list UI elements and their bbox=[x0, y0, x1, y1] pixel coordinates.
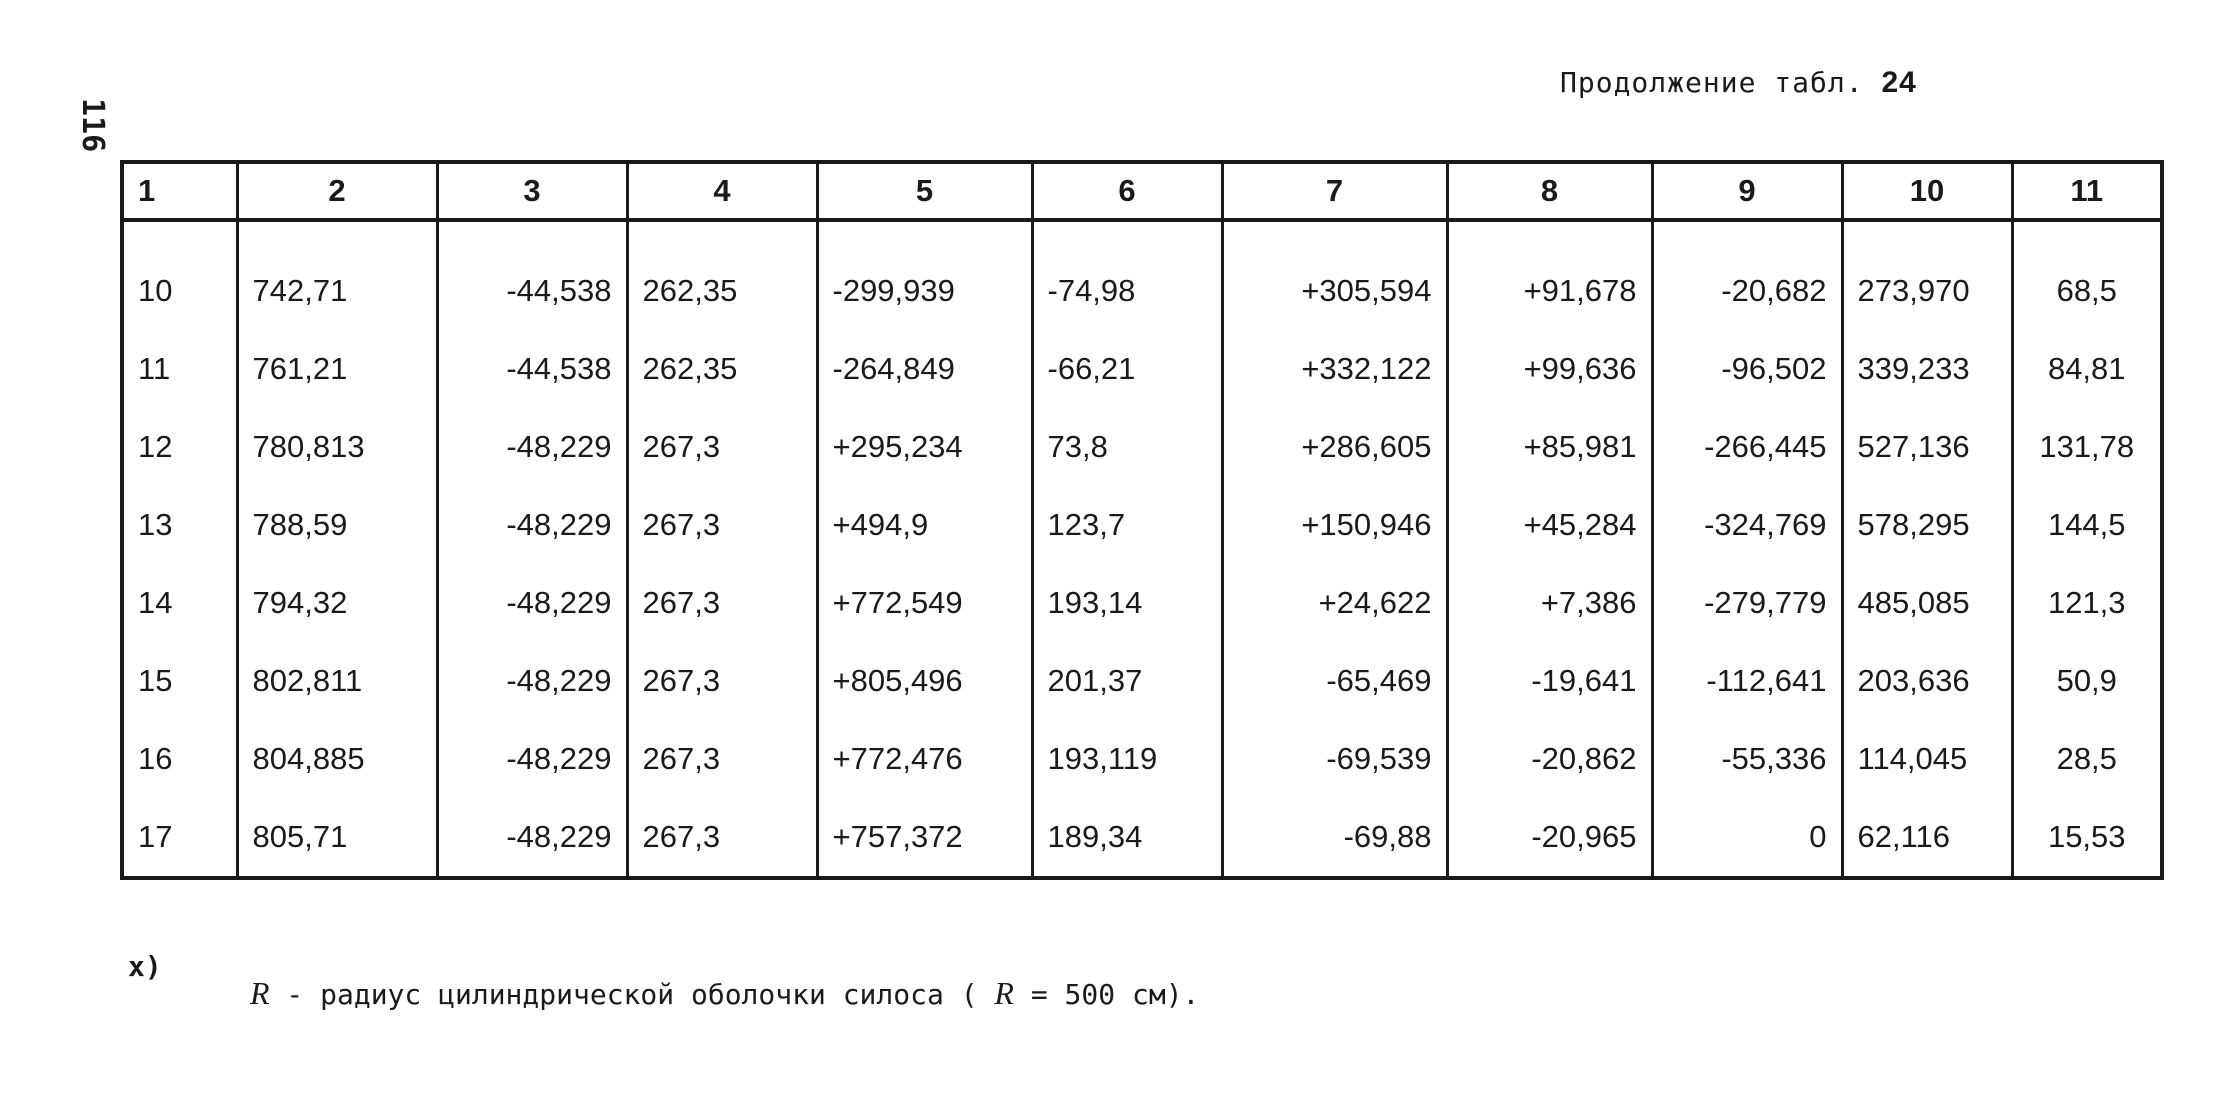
table-cell: 273,970 bbox=[1842, 252, 2012, 330]
table-cell: -279,779 bbox=[1652, 564, 1842, 642]
table-cell: 17 bbox=[122, 798, 237, 878]
table-cell: +7,386 bbox=[1447, 564, 1652, 642]
footnote-text-before: - радиус цилиндрической оболочки силоса ( bbox=[286, 978, 978, 1011]
table-row bbox=[122, 408, 2162, 486]
table-cell: 267,3 bbox=[627, 408, 817, 486]
table-row bbox=[122, 564, 2162, 642]
table-cell: -20,682 bbox=[1652, 252, 1842, 330]
table-caption-number: 24 bbox=[1881, 66, 1917, 99]
table-row bbox=[122, 252, 2162, 330]
page-number: 116 bbox=[75, 98, 110, 153]
column-header: 7 bbox=[1222, 162, 1447, 220]
column-header: 6 bbox=[1032, 162, 1222, 220]
table-cell: 578,295 bbox=[1842, 486, 2012, 564]
table-cell: -20,862 bbox=[1447, 720, 1652, 798]
table-row bbox=[122, 330, 2162, 408]
table-caption-text: Продолжение табл. bbox=[1560, 66, 1864, 99]
footnote-symbol-2: R bbox=[994, 975, 1014, 1011]
table-cell: +332,122 bbox=[1222, 330, 1447, 408]
table-cell: 742,71 bbox=[237, 252, 437, 330]
table-cell: -264,849 bbox=[817, 330, 1032, 408]
table-cell: 339,233 bbox=[1842, 330, 2012, 408]
table-cell: 267,3 bbox=[627, 642, 817, 720]
table-cell: +757,372 bbox=[817, 798, 1032, 878]
table-cell: +99,636 bbox=[1447, 330, 1652, 408]
table-cell: -299,939 bbox=[817, 252, 1032, 330]
table-cell: 84,81 bbox=[2012, 330, 2162, 408]
table-cell: +150,946 bbox=[1222, 486, 1447, 564]
data-table bbox=[120, 160, 2164, 880]
table-cell: -324,769 bbox=[1652, 486, 1842, 564]
table-cell: 0 bbox=[1652, 798, 1842, 878]
table-cell: +494,9 bbox=[817, 486, 1032, 564]
table-cell: +305,594 bbox=[1222, 252, 1447, 330]
table-cell: 144,5 bbox=[2012, 486, 2162, 564]
footnote-symbol: R bbox=[250, 975, 270, 1011]
table-cell: +772,549 bbox=[817, 564, 1032, 642]
table-cell: 50,9 bbox=[2012, 642, 2162, 720]
table-cell: -55,336 bbox=[1652, 720, 1842, 798]
table-caption bbox=[1560, 66, 1917, 100]
table-cell: 189,34 bbox=[1032, 798, 1222, 878]
column-header: 10 bbox=[1842, 162, 2012, 220]
table-cell: 802,811 bbox=[237, 642, 437, 720]
table-row bbox=[122, 642, 2162, 720]
table-cell: -69,88 bbox=[1222, 798, 1447, 878]
table-cell: +772,476 bbox=[817, 720, 1032, 798]
column-header: 2 bbox=[237, 162, 437, 220]
footnote-text-after: = 500 см). bbox=[1030, 978, 1200, 1011]
table-row bbox=[122, 720, 2162, 798]
table-cell: 262,35 bbox=[627, 252, 817, 330]
table-cell: -48,229 bbox=[437, 642, 627, 720]
footnote-text bbox=[250, 975, 1199, 1012]
table-cell: +286,605 bbox=[1222, 408, 1447, 486]
table-cell: 203,636 bbox=[1842, 642, 2012, 720]
table-cell: -96,502 bbox=[1652, 330, 1842, 408]
table-cell: 121,3 bbox=[2012, 564, 2162, 642]
column-header: 1 bbox=[122, 162, 237, 220]
table-cell: 123,7 bbox=[1032, 486, 1222, 564]
table-cell: -20,965 bbox=[1447, 798, 1652, 878]
table-cell: +295,234 bbox=[817, 408, 1032, 486]
table-cell: -44,538 bbox=[437, 252, 627, 330]
table-cell: -48,229 bbox=[437, 720, 627, 798]
table-cell: 805,71 bbox=[237, 798, 437, 878]
table-cell: 788,59 bbox=[237, 486, 437, 564]
table-cell: 62,116 bbox=[1842, 798, 2012, 878]
table-cell: -69,539 bbox=[1222, 720, 1447, 798]
table-cell: 267,3 bbox=[627, 486, 817, 564]
table-cell: 267,3 bbox=[627, 720, 817, 798]
column-header: 4 bbox=[627, 162, 817, 220]
table-cell: 131,78 bbox=[2012, 408, 2162, 486]
table-cell: -266,445 bbox=[1652, 408, 1842, 486]
table-cell: 201,37 bbox=[1032, 642, 1222, 720]
table-cell: 780,813 bbox=[237, 408, 437, 486]
table-cell: +85,981 bbox=[1447, 408, 1652, 486]
footnote-marker: x) bbox=[128, 950, 162, 983]
column-header: 8 bbox=[1447, 162, 1652, 220]
table-cell: 73,8 bbox=[1032, 408, 1222, 486]
table-cell: 804,885 bbox=[237, 720, 437, 798]
table-cell: -44,538 bbox=[437, 330, 627, 408]
table-cell: 16 bbox=[122, 720, 237, 798]
table-cell: 14 bbox=[122, 564, 237, 642]
table-cell: +45,284 bbox=[1447, 486, 1652, 564]
table-cell: 262,35 bbox=[627, 330, 817, 408]
column-header: 11 bbox=[2012, 162, 2162, 220]
table-cell: 485,085 bbox=[1842, 564, 2012, 642]
table-cell: 15 bbox=[122, 642, 237, 720]
table-cell: 28,5 bbox=[2012, 720, 2162, 798]
table-cell: 193,14 bbox=[1032, 564, 1222, 642]
table-cell: -112,641 bbox=[1652, 642, 1842, 720]
table-cell: 794,32 bbox=[237, 564, 437, 642]
table-cell: +91,678 bbox=[1447, 252, 1652, 330]
table-cell: -48,229 bbox=[437, 486, 627, 564]
table-cell: 12 bbox=[122, 408, 237, 486]
table-cell: 267,3 bbox=[627, 564, 817, 642]
table-header-row bbox=[122, 162, 2162, 220]
table-cell: 114,045 bbox=[1842, 720, 2012, 798]
table-cell: 10 bbox=[122, 252, 237, 330]
table-cell: +805,496 bbox=[817, 642, 1032, 720]
table-cell: -66,21 bbox=[1032, 330, 1222, 408]
table-cell: +24,622 bbox=[1222, 564, 1447, 642]
table-cell: 15,53 bbox=[2012, 798, 2162, 878]
column-header: 3 bbox=[437, 162, 627, 220]
table-cell: -48,229 bbox=[437, 408, 627, 486]
table-cell: -48,229 bbox=[437, 564, 627, 642]
table-cell: -19,641 bbox=[1447, 642, 1652, 720]
table-spacer-row bbox=[122, 220, 2162, 252]
table-cell: -74,98 bbox=[1032, 252, 1222, 330]
column-header: 5 bbox=[817, 162, 1032, 220]
table-row bbox=[122, 486, 2162, 564]
table-cell: 761,21 bbox=[237, 330, 437, 408]
table-cell: 267,3 bbox=[627, 798, 817, 878]
table-cell: -48,229 bbox=[437, 798, 627, 878]
table-cell: 13 bbox=[122, 486, 237, 564]
table-cell: -65,469 bbox=[1222, 642, 1447, 720]
table-cell: 11 bbox=[122, 330, 237, 408]
table-cell: 68,5 bbox=[2012, 252, 2162, 330]
column-header: 9 bbox=[1652, 162, 1842, 220]
table-row bbox=[122, 798, 2162, 878]
table-cell: 527,136 bbox=[1842, 408, 2012, 486]
table-cell: 193,119 bbox=[1032, 720, 1222, 798]
